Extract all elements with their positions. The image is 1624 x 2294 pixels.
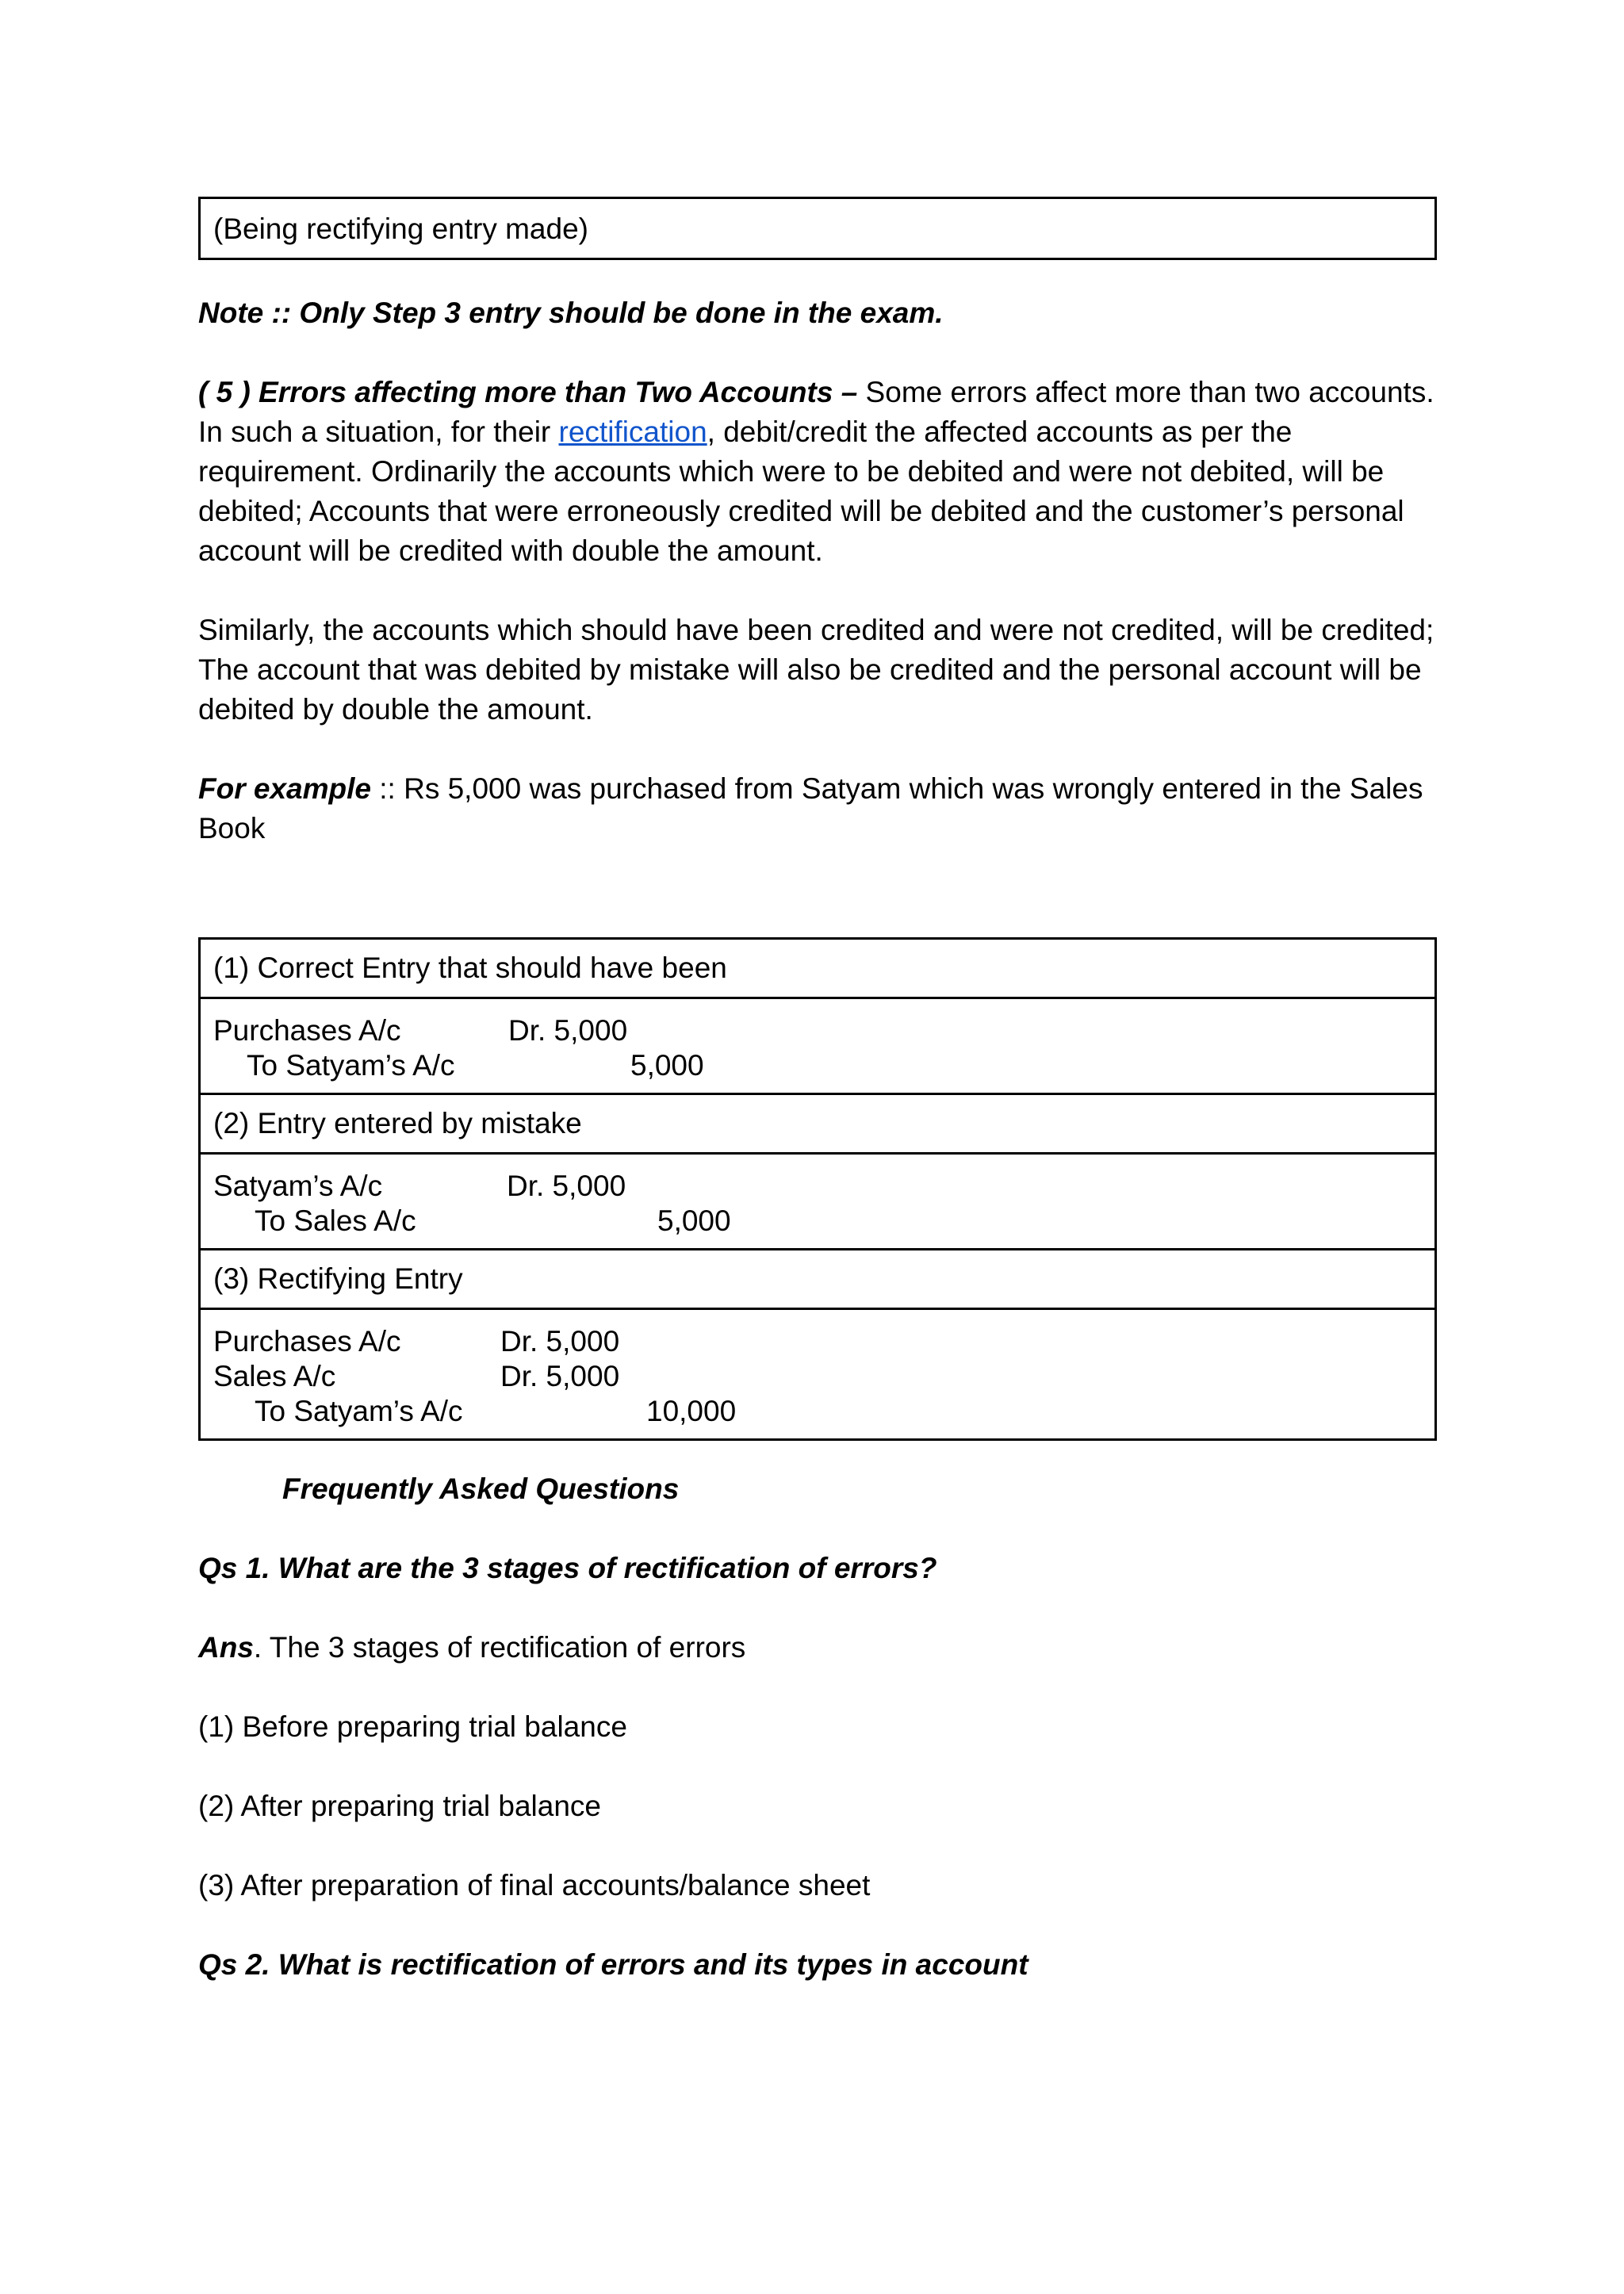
rectifying-entry-text: (Being rectifying entry made): [213, 213, 588, 245]
rectification-link[interactable]: rectification: [558, 416, 707, 448]
account-name: To Satyam’s A/c: [247, 1049, 455, 1082]
debit-amount: Dr. 5,000: [500, 1325, 620, 1358]
similarly-paragraph: Similarly, the accounts which should have been credited and were not credited, will be credited; The account that was debited by mistake will also be credited and the personal account will be debited by double the amount.: [198, 614, 1434, 726]
example-label: For example: [198, 772, 371, 805]
journal-line: [213, 1204, 1422, 1239]
document-page: [198, 197, 1435, 1985]
journal-line: [213, 1013, 1422, 1048]
faq-question-2: Qs 2. What is rectification of errors and its types in account: [198, 1948, 1028, 1981]
faq-question-1: Qs 1. What are the 3 stages of rectification of errors?: [198, 1552, 937, 1584]
faq-answer-1: [198, 1628, 1435, 1668]
section-5-text-before: Some errors affect more than two accounts. In such a situation, for their: [198, 376, 1434, 448]
debit-amount: Dr. 5,000: [507, 1170, 626, 1202]
debit-amount: Dr. 5,000: [508, 1014, 628, 1047]
credit-amount: 10,000: [646, 1395, 737, 1427]
account-name: To Sales A/c: [255, 1204, 416, 1237]
example-paragraph: [198, 769, 1435, 848]
credit-amount: 5,000: [657, 1204, 731, 1237]
faq-title: Frequently Asked Questions: [282, 1473, 680, 1505]
credit-amount: 5,000: [630, 1049, 704, 1082]
account-name: Purchases A/c: [213, 1325, 401, 1358]
rectifying-entry-box: [198, 197, 1437, 260]
mistake-entry-header: (2) Entry entered by mistake: [201, 1093, 1434, 1152]
rectifying-entry-header: (3) Rectifying Entry: [201, 1248, 1434, 1308]
journal-line: [213, 1359, 1422, 1394]
account-name: Purchases A/c: [213, 1014, 401, 1047]
answer-text: . The 3 stages of rectification of errors: [253, 1631, 746, 1664]
journal-line: [213, 1048, 1422, 1083]
mistake-entry-body: [201, 1152, 1434, 1248]
answer-label: Ans: [198, 1631, 254, 1664]
journal-entries-table: [198, 937, 1437, 1441]
stage-item: (3) After preparation of final accounts/balance sheet: [198, 1869, 871, 1901]
account-name: Sales A/c: [213, 1360, 336, 1392]
section-5-paragraph: [198, 373, 1435, 571]
section-5-heading: ( 5 ) Errors affecting more than Two Accounts –: [198, 376, 858, 408]
stage-item: (1) Before preparing trial balance: [198, 1710, 627, 1743]
journal-line: [213, 1394, 1422, 1429]
correct-entry-body: [201, 997, 1434, 1093]
correct-entry-header: (1) Correct Entry that should have been: [213, 952, 727, 984]
exam-note: Note :: Only Step 3 entry should be done in the exam.: [198, 297, 944, 329]
section-5-text-after: , debit/credit the affected accounts as per the requirement. Ordinarily the accounts which were to be debited and were not debited, will be debited; Accounts that were erroneously credited will be debited and the customer’s personal account will be credited with double the amount.: [198, 416, 1404, 567]
debit-amount: Dr. 5,000: [500, 1360, 620, 1392]
journal-line: [213, 1169, 1422, 1204]
account-name: To Satyam’s A/c: [255, 1395, 463, 1427]
account-name: Satyam’s A/c: [213, 1170, 383, 1202]
example-text: :: Rs 5,000 was purchased from Satyam which was wrongly entered in the Sales Book: [198, 772, 1423, 844]
stage-item: (2) After preparing trial balance: [198, 1790, 601, 1822]
journal-line: [213, 1324, 1422, 1359]
rectifying-entry-body: [201, 1308, 1434, 1438]
